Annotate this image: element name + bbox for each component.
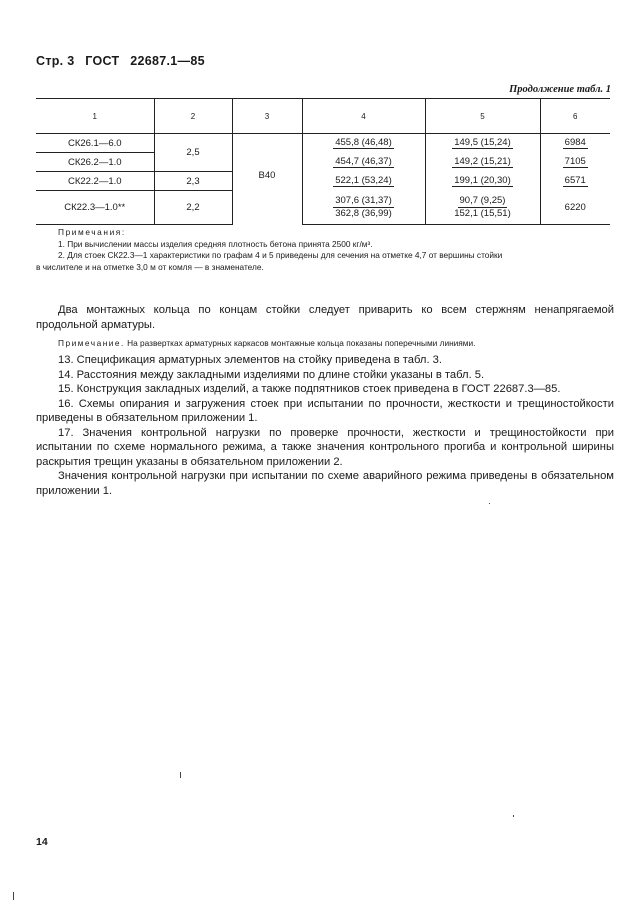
table-header-row (36, 99, 610, 134)
notes-title: Примечания: (58, 227, 126, 237)
cell-col5: 149,2 (15,21) (454, 156, 511, 167)
cell-col4: 455,8 (46,48) (335, 137, 392, 149)
cell-concrete-class: В40 (232, 134, 302, 225)
scan-mark (513, 815, 514, 817)
table-continuation-label: Продолжение табл. 1 (509, 84, 611, 95)
cell-col5-numerator: 90,7 (9,25) (459, 194, 506, 206)
col-header: 2 (154, 99, 232, 134)
cell-mark: СК22.3—1.0** (36, 191, 154, 225)
page-header (36, 54, 212, 68)
cell-col4-denominator: 362,8 (36,99) (335, 207, 392, 219)
scan-mark (13, 892, 14, 900)
col-header: 4 (302, 99, 425, 134)
scan-mark (180, 772, 181, 778)
cell-col6: 6220 (540, 191, 610, 225)
col-header: 3 (232, 99, 302, 134)
cell-mark: СК22.2—1.0 (36, 172, 154, 191)
cell-col6: 6571 (564, 175, 586, 186)
table-row (36, 172, 610, 191)
standard-number: 22687.1—85 (130, 54, 205, 68)
note-label: Примечание. (58, 338, 125, 348)
col-header: 6 (540, 99, 610, 134)
cell-col5: 199,1 (20,30) (454, 175, 511, 186)
paragraph-accident-load: Значения контрольной нагрузки при испытании по схеме аварийного режима приведены в обязательном приложении 1. (36, 470, 614, 497)
note-1: 1. При вычислении массы изделия средняя плотность бетона принята 2500 кг/м³. (58, 238, 373, 249)
cell-col2: 2,3 (154, 172, 232, 191)
note-2-continued: в числителе и на отметке 3,0 м от комля — в знаменателе. (36, 261, 264, 272)
page-label: Стр. 3 (36, 54, 75, 68)
paragraph-14: 14. Расстояния между закладными изделиями по длине стойки указаны в табл. 5. (58, 368, 485, 381)
table-row (36, 153, 610, 172)
note-text: На развертках арматурных каркасов монтажные кольца показаны поперечными линиями. (127, 338, 476, 348)
table-row (36, 191, 610, 225)
cell-col4: 522,1 (53,24) (335, 175, 392, 186)
cell-col4-numerator: 307,6 (31,37) (335, 194, 392, 206)
body-text (36, 303, 614, 498)
note-rings (36, 337, 614, 349)
cell-col4: 454,7 (46,37) (335, 156, 392, 167)
paragraph-rings: Два монтажных кольца по концам стойки следует приварить ко всем стержням ненапрягаемой продольной арматуры. (36, 304, 614, 331)
paragraph-13: 13. Спецификация арматурных элементов на стойку приведена в табл. 3. (58, 354, 442, 366)
table-notes (36, 227, 616, 273)
paragraph-16: 16. Схемы опирания и загружения стоек при испытании по прочности, жесткости и трещиностойкости приведены в обязательном приложении 1. (36, 397, 614, 424)
cell-col5: 149,5 (15,24) (454, 137, 511, 149)
paragraph-15: 15. Конструкция закладных изделий, а также подпятников стоек приведена в ГОСТ 22687.3—85. (58, 383, 561, 395)
page-number: 14 (36, 836, 48, 848)
cell-col6: 7105 (564, 156, 586, 167)
table-row (36, 134, 610, 153)
col-header: 5 (425, 99, 540, 134)
col-header: 1 (36, 99, 154, 134)
cell-col5-denominator: 152,1 (15,51) (454, 207, 511, 219)
paragraph-17: 17. Значения контрольной нагрузки по проверке прочности, жесткости и трещиностойкости при испытании по схеме нормального режима, а также значения контрольного прогиба и контрольной ширины раскрытия трещин указаны в обязательном приложении 2. (36, 426, 614, 468)
cell-col6: 6984 (564, 137, 586, 149)
cell-mark: СК26.1—6.0 (36, 134, 154, 153)
cell-mark: СК26.2—1.0 (36, 153, 154, 172)
standard-label: ГОСТ (85, 54, 120, 68)
scan-mark (489, 503, 490, 504)
note-2: 2. Для стоек СК22.3—1 характеристики по графам 4 и 5 приведены для сечения на отметке 4,7 от вершины стойки (58, 250, 503, 260)
cell-col2: 2,5 (154, 134, 232, 172)
cell-col2: 2,2 (154, 191, 232, 225)
data-table (36, 98, 610, 225)
